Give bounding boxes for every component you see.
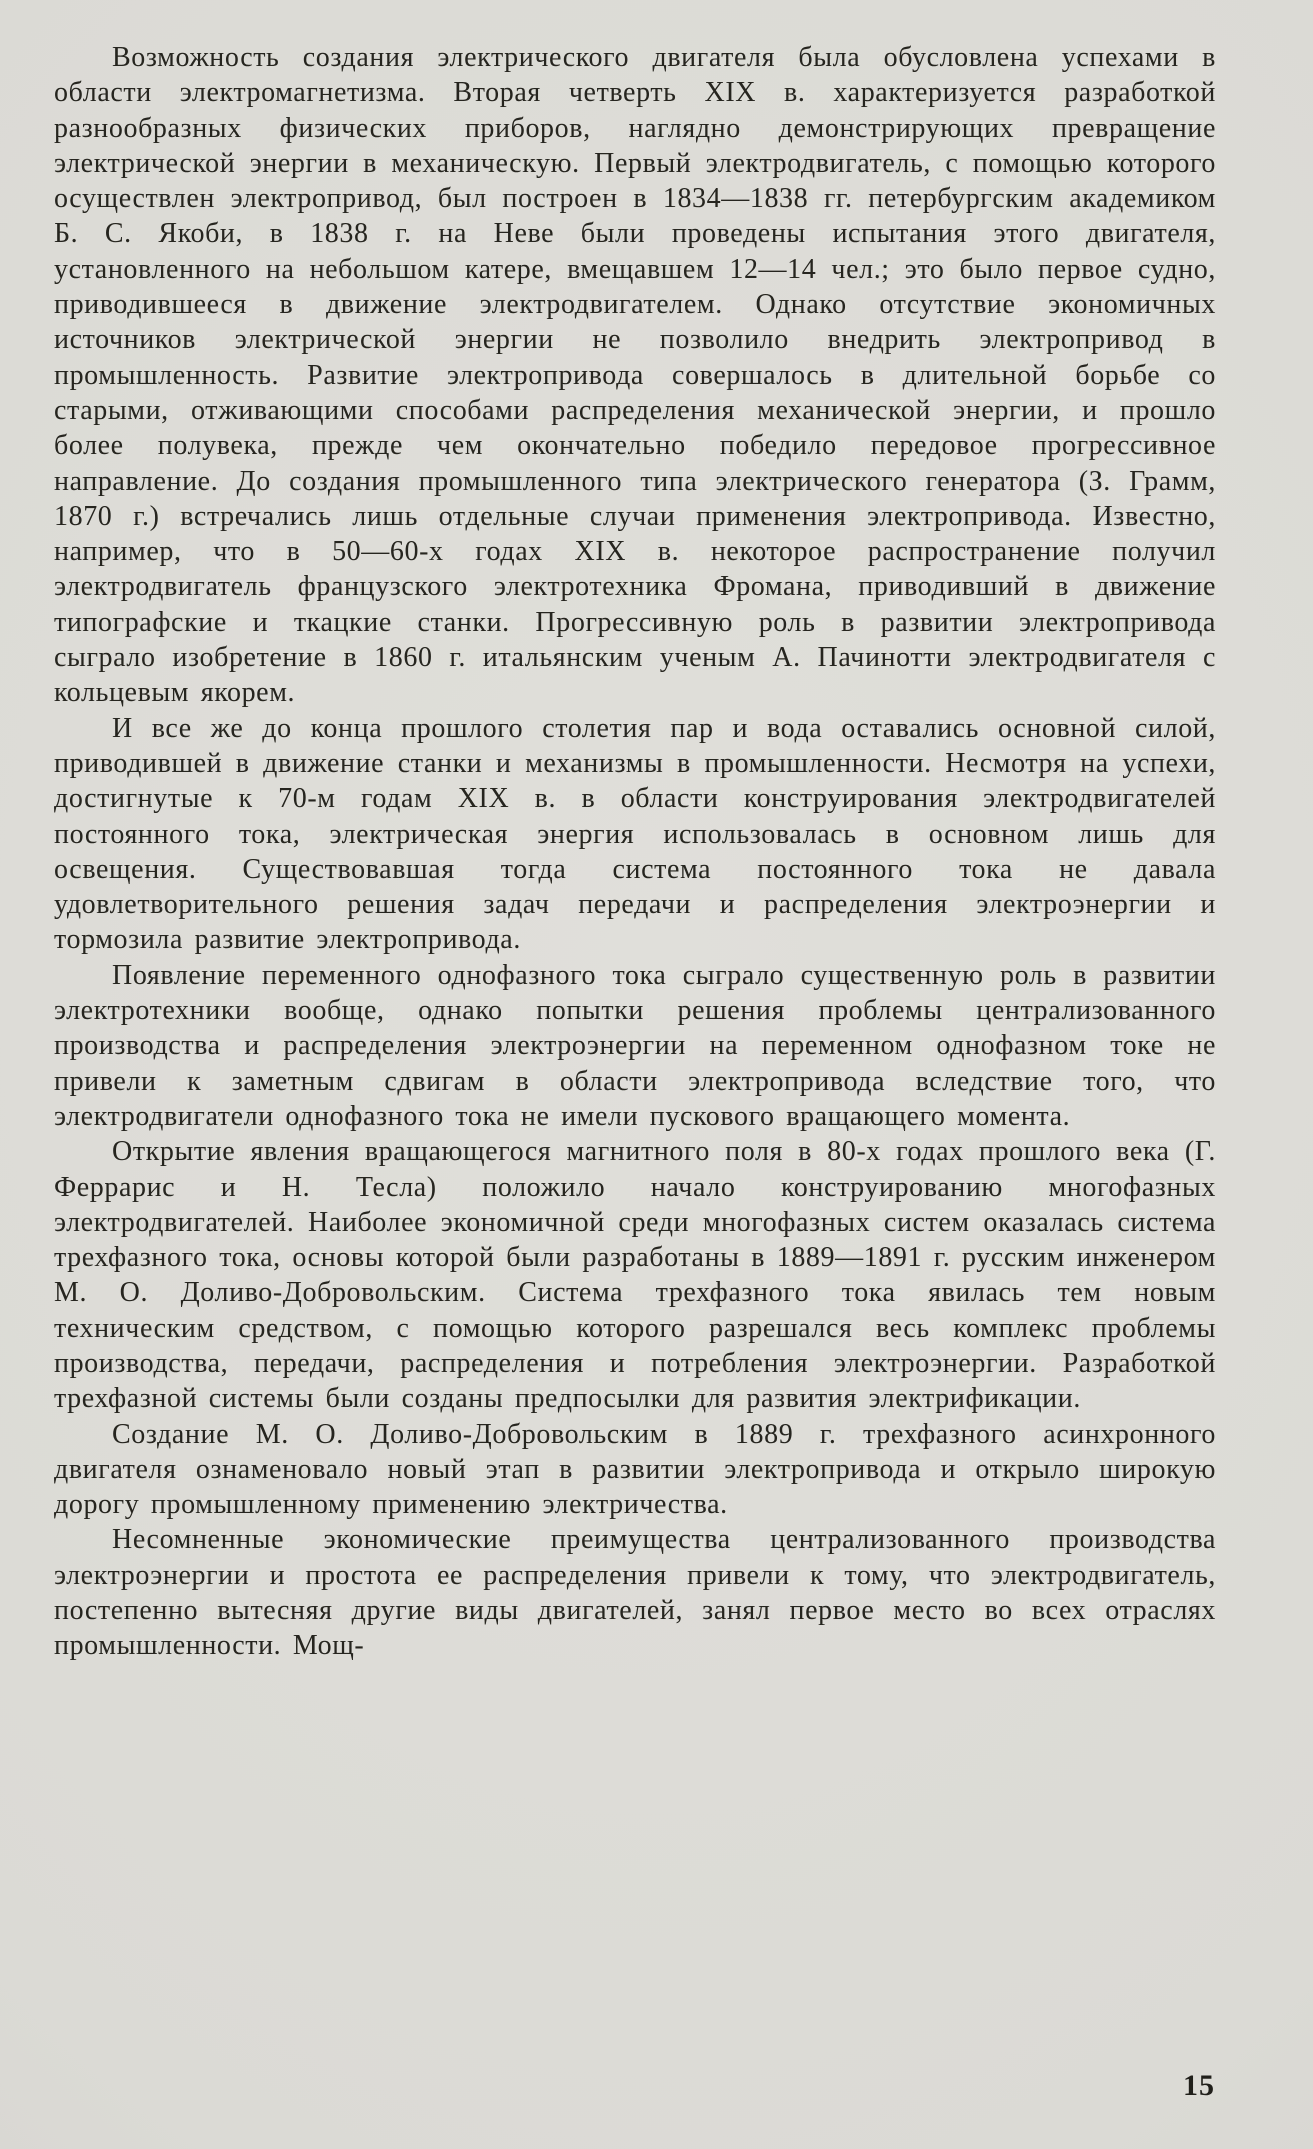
paragraph: Возможность создания электрического двигателя была обусловлена успехами в области электромагнетизма. Вторая четверть XIX в. характеризуется разработкой разнообразных физических приборов, наглядно демонстрирующих превращение электрической энергии в механическую. Первый электродвигатель, с помощью которого осуществлен электропривод, был построен в 1834—1838 гг. петербургским академиком Б. С. Якоби, в 1838 г. на Неве были проведены испытания этого двигателя, установленного на небольшом катере, вмещавшем 12—14 чел.; это было первое судно, приводившееся в движение электродвигателем. Однако отсутствие экономичных источников электрической энергии не позволило внедрить электропривод в промышленность. Развитие электропривода совершалось в длительной борьбе со старыми, отживающими способами распределения механической энергии, и прошло более полувека, прежде чем окончательно победило передовое прогрессивное направление. До создания промышленного типа электрического генератора (З. Грамм, 1870 г.) встречались лишь отдельные случаи применения электропривода. Известно, например, что в 50—60-х годах XIX в. некоторое распространение получил электродвигатель французского электротехника Фромана, приводивший в движение типографские и ткацкие станки. Прогрессивную роль в развитии электропривода сыграло изобретение в 1860 г. итальянским ученым А. Пачинотти электродвигателя с кольцевым якорем.	[54, 42, 1216, 709]
paragraph: Открытие явления вращающегося магнитного поля в 80-х годах прошлого века (Г. Феррарис и Н. Тесла) положило начало конструированию многофазных электродвигателей. Наиболее экономичной среди многофазных систем оказалась система трехфазного тока, основы которой были разработаны в 1889—1891 г. русским инженером М. О. Доливо-Добровольским. Система трехфазного тока явилась тем новым техническим средством, с помощью которого разрешался весь комплекс проблемы производства, передачи, распределения и потребления электроэнергии. Разработкой трехфазной системы были созданы предпосылки для развития электрификации.	[54, 1136, 1216, 1415]
paragraph: Создание М. О. Доливо-Добровольским в 1889 г. трехфазного асинхронного двигателя ознаменовало новый этап в развитии электропривода и открыло широкую дорогу промышленному применению электричества.	[54, 1418, 1216, 1521]
paragraph: Несомненные экономические преимущества централизованного производства электроэнергии и простота ее распределения привели к тому, что электродвигатель, постепенно вытесняя другие виды двигателей, занял первое место во всех отраслях промышленности. Мощ-	[54, 1524, 1216, 1662]
text-block	[54, 40, 1216, 1664]
paragraph: И все же до конца прошлого столетия пар и вода оставались основной силой, приводившей в движение станки и механизмы в промышленности. Несмотря на успехи, достигнутые к 70-м годам XIX в. в области конструирования электродвигателей постоянного тока, электрическая энергия использовалась в основном лишь для освещения. Существовавшая тогда система постоянного тока не давала удовлетворительного решения задач передачи и распределения электроэнергии и тормозила развитие электропривода.	[54, 712, 1216, 956]
paragraph: Появление переменного однофазного тока сыграло существенную роль в развитии электротехники вообще, однако попытки решения проблемы централизованного производства и распределения электроэнергии на переменном однофазном токе не привели к заметным сдвигам в области электропривода вследствие того, что электродвигатели однофазного тока не имели пускового вращающего момента.	[54, 959, 1216, 1132]
page-number: 15	[1183, 2069, 1215, 2102]
